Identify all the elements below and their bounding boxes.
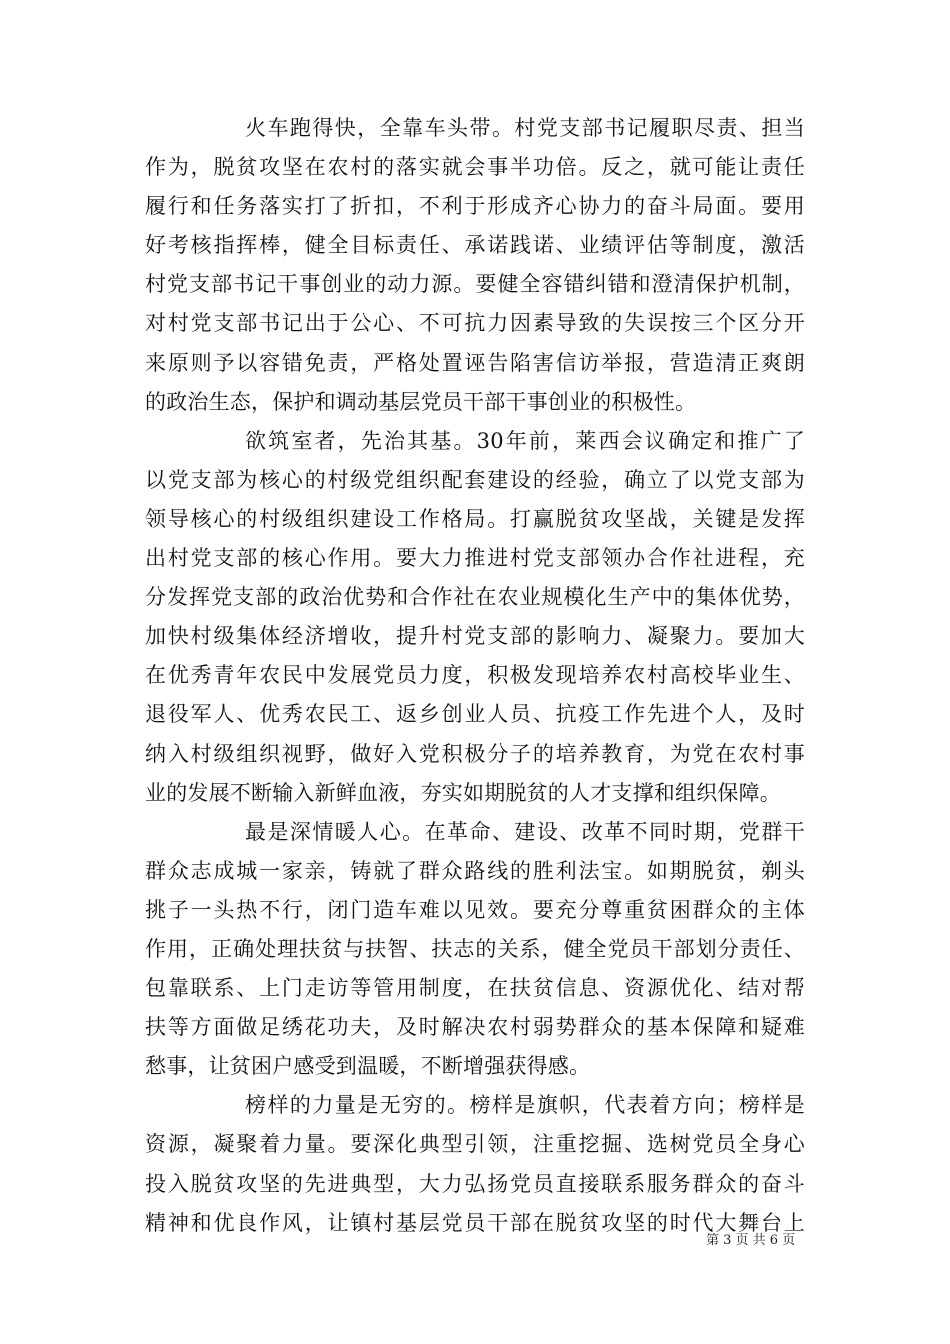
text-line: 作用，正确处理扶贫与扶智、扶志的关系，健全党员干部划分责任、 xyxy=(145,936,805,961)
text-line: 的政治生态，保护和调动基层党员干部干事创业的积极性。 xyxy=(145,389,697,414)
paragraph-4 xyxy=(145,1086,805,1242)
document-body xyxy=(145,109,805,1243)
paragraph-3 xyxy=(145,813,805,1087)
text-line: 挑子一头热不行，闭门造车难以见效。要充分尊重贫困群众的主体 xyxy=(145,897,805,922)
text-line: 以党支部为核心的村级党组织配套建设的经验，确立了以党支部为 xyxy=(145,467,805,492)
text-line: 纳入村级组织视野，做好入党积极分子的培养教育，为党在农村事 xyxy=(145,741,805,766)
text-line: 最是深情暖人心。在革命、建设、改革不同时期，党群干 xyxy=(245,819,805,844)
text-line: 在优秀青年农民中发展党员力度，积极发现培养农村高校毕业生、 xyxy=(145,663,805,688)
text-line: 愁事，让贫困户感受到温暖，不断增强获得感。 xyxy=(145,1054,591,1079)
text-line: 出村党支部的核心作用。要大力推进村党支部领办合作社进程，充 xyxy=(145,546,805,571)
text-line: 村党支部书记干事创业的动力源。要健全容错纠错和澄清保护机制， xyxy=(145,272,805,297)
text-line: 精神和优良作风，让镇村基层党员干部在脱贫攻坚的时代大舞台上 xyxy=(145,1210,805,1235)
text-line: 履行和任务落实打了折扣，不利于形成齐心协力的奋斗局面。要用 xyxy=(145,194,805,219)
text-line: 对村党支部书记出于公心、不可抗力因素导致的失误按三个区分开 xyxy=(145,311,805,336)
text-line: 来原则予以容错免责，严格处置诬告陷害信访举报，营造清正爽朗 xyxy=(145,350,805,375)
text-line: 领导核心的村级组织建设工作格局。打赢脱贫攻坚战，关键是发挥 xyxy=(145,506,805,531)
text-line: 分发挥党支部的政治优势和合作社在农业规模化生产中的集体优势， xyxy=(145,585,805,610)
text-line: 作为，脱贫攻坚在农村的落实就会事半功倍。反之，就可能让责任 xyxy=(145,155,805,180)
text-line: 业的发展不断输入新鲜血液，夯实如期脱贫的人才支撑和组织保障。 xyxy=(145,780,781,805)
text-line: 包靠联系、上门走访等管用制度，在扶贫信息、资源优化、结对帮 xyxy=(145,976,805,1001)
paragraph-2 xyxy=(145,422,805,813)
text-line: 退役军人、优秀农民工、返乡创业人员、抗疫工作先进个人，及时 xyxy=(145,702,805,727)
text-line: 火车跑得快，全靠车头带。村党支部书记履职尽责、担当 xyxy=(245,116,805,140)
text-line: 群众志成城一家亲，铸就了群众路线的胜利法宝。如期脱贫，剃头 xyxy=(145,858,805,883)
paragraph-1 xyxy=(145,109,805,422)
text-line: 好考核指挥棒，健全目标责任、承诺践诺、业绩评估等制度，激活 xyxy=(145,233,805,258)
text-line: 投入脱贫攻坚的先进典型，大力弘扬党员直接联系服务群众的奋斗 xyxy=(145,1171,805,1196)
text-line: 欲筑室者，先治其基。30年前，莱西会议确定和推广了 xyxy=(245,428,805,453)
text-line: 加快村级集体经济增收，提升村党支部的影响力、凝聚力。要加大 xyxy=(145,624,805,649)
text-line: 资源，凝聚着力量。要深化典型引领，注重挖掘、选树党员全身心 xyxy=(145,1132,805,1157)
text-line: 榜样的力量是无穷的。榜样是旗帜，代表着方向；榜样是 xyxy=(245,1093,805,1118)
text-line: 扶等方面做足绣花功夫，及时解决农村弱势群众的基本保障和疑难 xyxy=(145,1015,805,1040)
page-number-footer: 第 3 页 共 6 页 xyxy=(706,1233,796,1248)
